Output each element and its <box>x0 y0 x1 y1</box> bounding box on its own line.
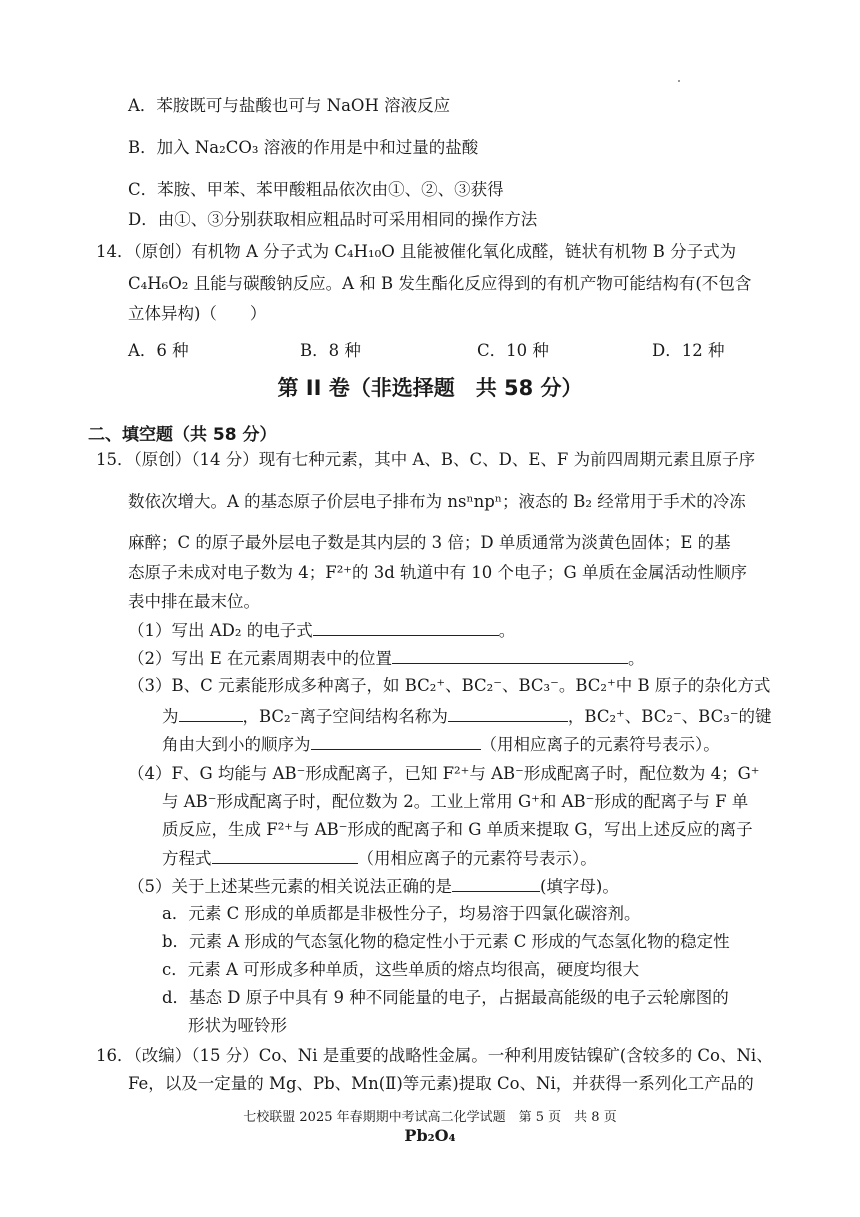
q14-choice-c: C．10 种 <box>477 341 549 360</box>
answer-blank-3b[interactable] <box>448 705 568 722</box>
q15-part-5-end: (填字母)。 <box>540 877 619 896</box>
q15-part-3-line-3 <box>162 733 720 756</box>
q15-intro-2: 数依次增大。A 的基态原子价层电子排布为 nsⁿnpⁿ；液态的 B₂ 经常用于手术的冷冻 <box>128 492 746 511</box>
q15-part-4-line-1: （4）F、G 均能与 AB⁻形成配离子，已知 F²⁺与 AB⁻形成配离子时，配位数为 4；G⁺ <box>128 764 760 783</box>
q15-part-1-text: （1）写出 AD₂ 的电子式 <box>128 621 313 640</box>
q15-part-1-end: 。 <box>498 621 516 640</box>
answer-blank-5[interactable] <box>452 875 540 892</box>
q16-line-2: Fe，以及一定量的 Mg、Pb、Mn(Ⅱ)等元素)提取 Co、Ni，并获得一系列化工产品的 <box>128 1074 754 1093</box>
q15-part-4-line-3: 质反应，生成 F²⁺与 AB⁻形成的配离子和 G 单质来提取 G，写出上述反应的离子 <box>162 820 753 839</box>
q13-option-c: C．苯胺、甲苯、苯甲酸粗品依次由①、②、③获得 <box>128 180 504 199</box>
part-heading: 二、填空题（共 58 分） <box>88 425 277 445</box>
q15-part-5-option-d-cont: 形状为哑铃形 <box>188 1016 287 1035</box>
q15-part-3-line-1: （3）B、C 元素能形成多种离子，如 BC₂⁺、BC₂⁻、BC₃⁻。BC₂⁺中 B 原子的杂化方式 <box>128 676 771 695</box>
q15-part-3-line-2 <box>162 705 772 728</box>
q14-line-3: 立体异构)（ ） <box>128 304 267 323</box>
q15-part-3-text-e: （用相应离子的元素符号表示）。 <box>480 735 720 754</box>
q15-part-3-text-a: 为 <box>162 707 179 726</box>
q15-part-4-line-4 <box>162 847 597 870</box>
q15-intro-1: 15．（原创）（14 分）现有七种元素，其中 A、B、C、D、E、F 为前四周期元素且原子序 <box>96 450 756 469</box>
handwritten-formula: Pb₂O₄ <box>404 1126 456 1145</box>
q14-choice-d: D．12 种 <box>652 341 725 360</box>
q15-part-3-text-b: ，BC₂⁻离子空间结构名称为 <box>242 707 448 726</box>
answer-blank-1[interactable] <box>313 619 499 636</box>
q14-choice-a: A．6 种 <box>128 341 189 360</box>
q14-line-2: C₄H₆O₂ 且能与碳酸钠反应。A 和 B 发生酯化反应得到的有机产物可能结构有(不包含 <box>128 274 752 293</box>
q15-part-5-text: （5）关于上述某些元素的相关说法正确的是 <box>128 877 452 896</box>
q15-part-2-end: 。 <box>628 649 645 668</box>
answer-blank-2[interactable] <box>392 647 628 664</box>
q15-part-3-text-d: 角由大到小的顺序为 <box>162 735 311 754</box>
page-footer: 七校联盟 2025 年春期期中考试高二化学试题 第 5 页 共 8 页 <box>243 1110 617 1125</box>
q13-option-a: A．苯胺既可与盐酸也可与 NaOH 溶液反应 <box>128 96 451 115</box>
q15-part-5-option-a: a．元素 C 形成的单质都是非极性分子，均易溶于四氯化碳溶剂。 <box>162 904 641 923</box>
q14-choice-b: B．8 种 <box>300 341 361 360</box>
q15-intro-4: 态原子未成对电子数为 4；F²⁺的 3d 轨道中有 10 个电子；G 单质在金属活动性顺序 <box>128 563 747 582</box>
q13-option-b: B．加入 Na₂CO₃ 溶液的作用是中和过量的盐酸 <box>128 138 479 157</box>
q15-part-4-line-2: 与 AB⁻形成配离子时，配位数为 2。工业上常用 G⁺和 AB⁻形成的配离子与 F 单 <box>162 792 749 811</box>
q14-line-1: 14．（原创）有机物 A 分子式为 C₄H₁₀O 且能被催化氧化成醛，链状有机物 B 分子式为 <box>96 242 737 261</box>
q15-part-5 <box>128 875 619 898</box>
answer-blank-3c[interactable] <box>311 733 481 750</box>
q15-intro-5: 表中排在最末位。 <box>128 592 260 611</box>
q15-part-2-text: （2）写出 E 在元素周期表中的位置 <box>128 649 393 668</box>
q15-part-5-option-b: b．元素 A 形成的气态氢化物的稳定性小于元素 C 形成的气态氢化物的稳定性 <box>162 932 730 951</box>
scan-speck <box>678 80 680 82</box>
section-title: 第 II 卷（非选择题 共 58 分） <box>277 376 583 400</box>
q15-part-4-text-a: 方程式 <box>162 849 212 868</box>
q15-intro-3: 麻醉；C 的原子最外层电子数是其内层的 3 倍；D 单质通常为淡黄色固体；E 的基 <box>128 533 731 552</box>
answer-blank-3a[interactable] <box>179 705 243 722</box>
q15-part-5-option-d: d．基态 D 原子中具有 9 种不同能量的电子，占据最高能级的电子云轮廓图的 <box>162 988 729 1007</box>
q15-part-1 <box>128 619 515 642</box>
q15-part-5-option-c: c．元素 A 可形成多种单质，这些单质的熔点均很高，硬度均很大 <box>162 960 640 979</box>
q15-part-4-text-b: （用相应离子的元素符号表示）。 <box>357 849 597 868</box>
q15-part-3-text-c: ，BC₂⁺、BC₂⁻、BC₃⁻的键 <box>567 707 772 726</box>
q15-part-2 <box>128 647 645 670</box>
q13-option-d: D．由①、③分别获取相应粗品时可采用相同的操作方法 <box>128 210 538 229</box>
q16-line-1: 16．（改编）（15 分）Co、Ni 是重要的战略性金属。一种利用废钴镍矿(含较多的 Co、Ni、 <box>96 1046 773 1065</box>
answer-blank-4[interactable] <box>212 847 358 864</box>
